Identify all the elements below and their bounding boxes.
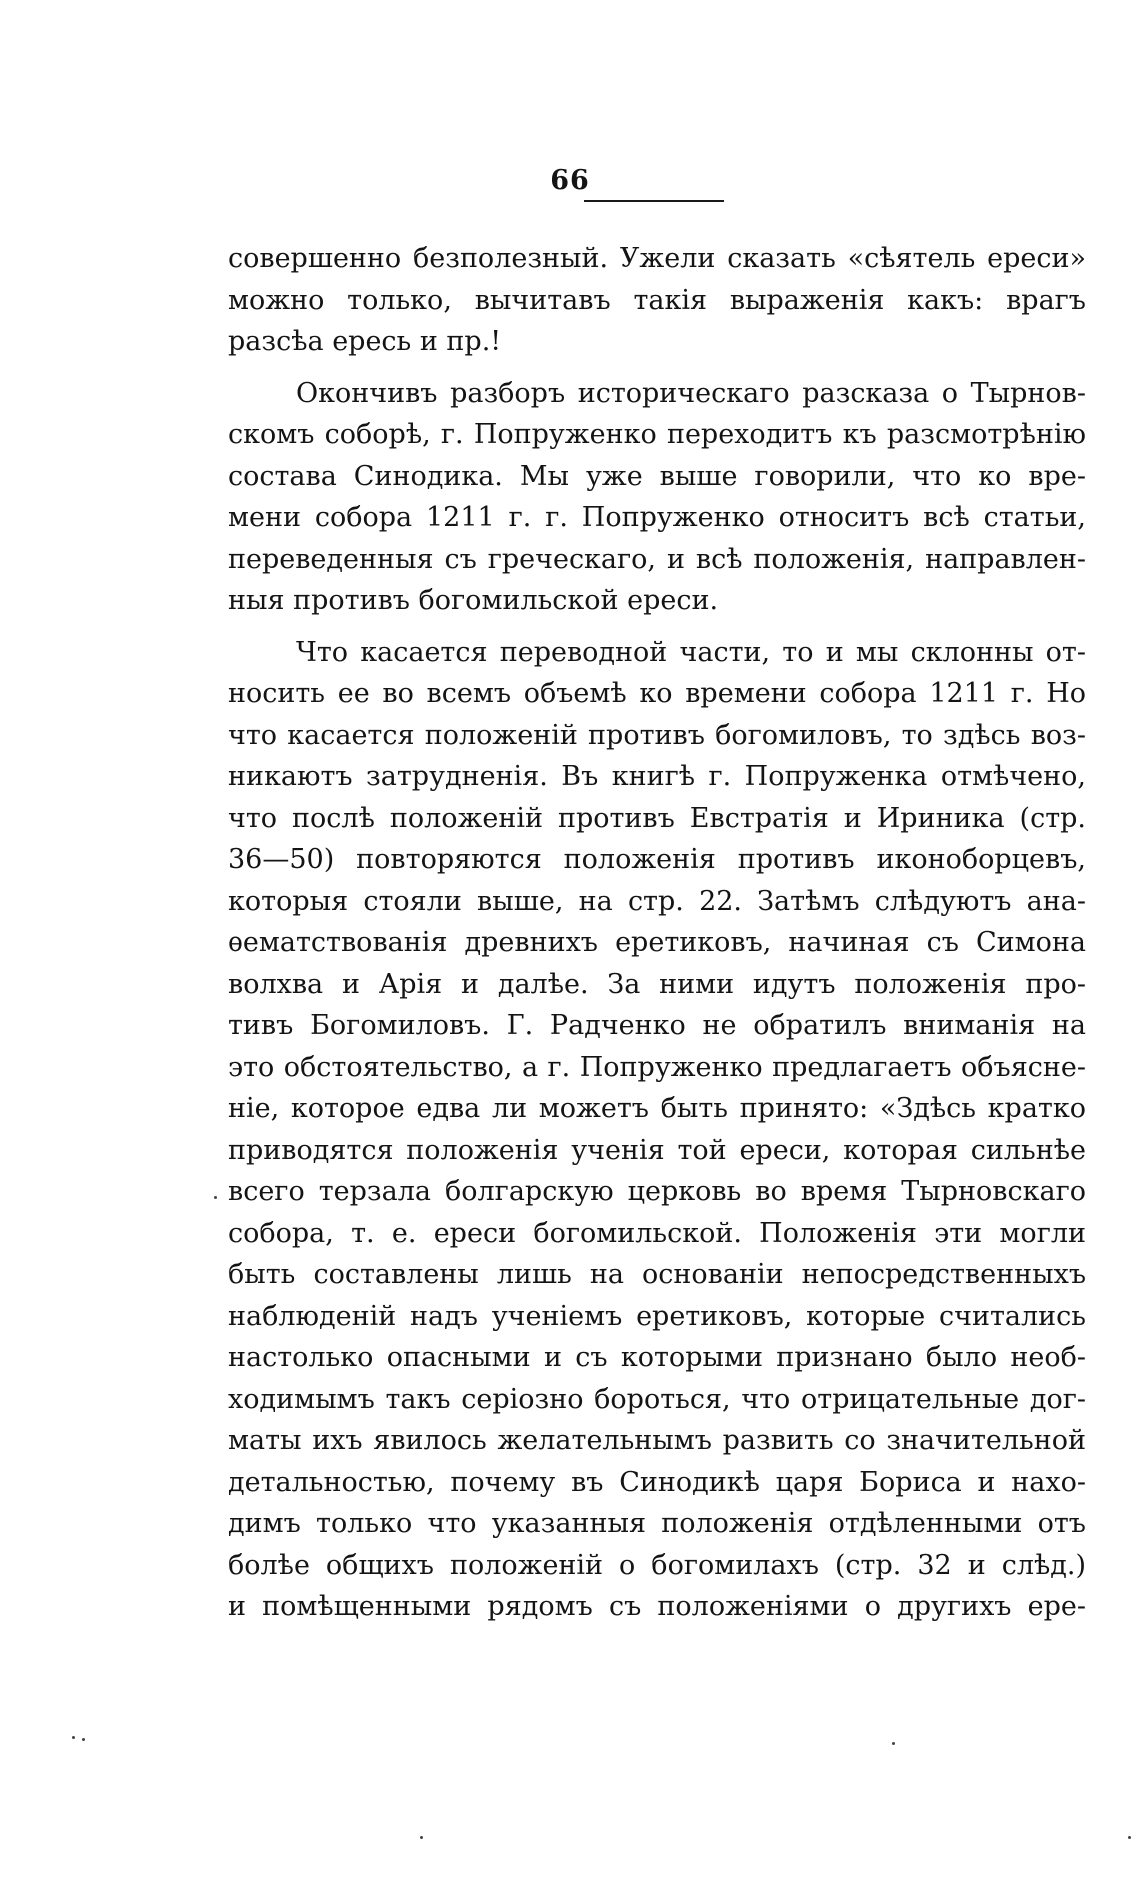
text-line: волхва и Арія и далѣе. За ними идутъ положенія про- bbox=[228, 968, 1086, 1000]
text-line: ныя противъ богомильской ереси. bbox=[228, 585, 719, 616]
paragraph-2 bbox=[228, 373, 1086, 622]
text-line: тивъ Богомиловъ. Г. Радченко не обратилъ вниманія на bbox=[228, 1010, 1086, 1041]
text-line: ѳематствованія древнихъ еретиковъ, начиная съ Симона bbox=[228, 927, 1086, 958]
text-line: которыя стояли выше, на стр. 22. Затѣмъ слѣдуютъ ана- bbox=[228, 885, 1086, 917]
text-line: это обстоятельство, а г. Попруженко предлагаетъ объясне- bbox=[228, 1051, 1086, 1083]
scan-speck bbox=[420, 1836, 423, 1839]
text-line: быть составлены лишь на основаніи непосредственныхъ bbox=[228, 1259, 1086, 1290]
scan-speck bbox=[892, 1742, 895, 1745]
text-line: детальностью, почему въ Синодикѣ царя Бориса и нахо- bbox=[228, 1466, 1086, 1498]
page-number-rule bbox=[584, 200, 724, 202]
text-line: Что касается переводной части, то и мы склонны от- bbox=[296, 636, 1086, 668]
text-line: и помѣщенными рядомъ съ положеніями о другихъ ере- bbox=[228, 1591, 1086, 1622]
text-line: что послѣ положеній противъ Евстратія и Ириника (стр. bbox=[228, 802, 1086, 834]
scan-speck bbox=[1128, 1836, 1131, 1839]
text-line: можно только, вычитавъ такія выраженія какъ: врагъ bbox=[228, 284, 1086, 316]
text-line: ходимымъ такъ серіозно бороться, что отрицательные дог- bbox=[228, 1383, 1086, 1415]
text-line: мени собора 1211 г. г. Попруженко относитъ всѣ статьи, bbox=[228, 502, 1086, 533]
text-line: маты ихъ явилось желательнымъ развить со значительной bbox=[228, 1425, 1086, 1456]
text-line: настолько опасными и съ которыми признано было необ- bbox=[228, 1342, 1086, 1373]
text-line: всего терзала болгарскую церковь во время Тырновскаго bbox=[228, 1176, 1086, 1207]
paragraph-1 bbox=[228, 238, 1086, 363]
text-line: болѣе общихъ положеній о богомилахъ (стр. 32 и слѣд.) bbox=[228, 1549, 1086, 1581]
paragraph-3 bbox=[228, 632, 1086, 1628]
scan-speck bbox=[72, 1736, 75, 1739]
text-line: скомъ соборѣ, г. Попруженко переходитъ къ разсмотрѣнію bbox=[228, 419, 1086, 450]
text-line: носить ее во всемъ объемѣ ко времени собора 1211 г. Но bbox=[228, 678, 1086, 709]
text-line: ніе, которое едва ли можетъ быть принято: «Здѣсь кратко bbox=[228, 1093, 1086, 1124]
text-line: совершенно безполезный. Ужели сказать «сѣятель ереси» bbox=[228, 243, 1086, 274]
scan-speck bbox=[214, 1196, 217, 1199]
text-line: собора, т. е. ереси богомильской. Положенія эти могли bbox=[228, 1217, 1086, 1249]
scan-speck bbox=[82, 1738, 85, 1741]
page-number: 66 bbox=[550, 165, 590, 196]
text-line: никаютъ затрудненія. Въ книгѣ г. Попруженка отмѣчено, bbox=[228, 761, 1086, 792]
text-line: Окончивъ разборъ историческаго разсказа о Тырнов- bbox=[296, 377, 1086, 409]
text-line: 36—50) повторяются положенія противъ иконоборцевъ, bbox=[228, 844, 1086, 875]
text-line: разсѣа ересь и пр.! bbox=[228, 326, 502, 357]
text-line: наблюденій надъ ученіемъ еретиковъ, которые считались bbox=[228, 1300, 1086, 1332]
text-line: что касается положеній противъ богомиловъ, то здѣсь воз- bbox=[228, 719, 1086, 751]
text-column bbox=[228, 238, 1086, 1638]
text-line: приводятся положенія ученія той ереси, которая сильнѣе bbox=[228, 1134, 1086, 1166]
text-line: димъ только что указанныя положенія отдѣленными отъ bbox=[228, 1508, 1086, 1539]
text-line: переведенныя съ греческаго, и всѣ положенія, направлен- bbox=[228, 543, 1086, 575]
text-line: состава Синодика. Мы уже выше говорили, что ко вре- bbox=[228, 460, 1086, 492]
